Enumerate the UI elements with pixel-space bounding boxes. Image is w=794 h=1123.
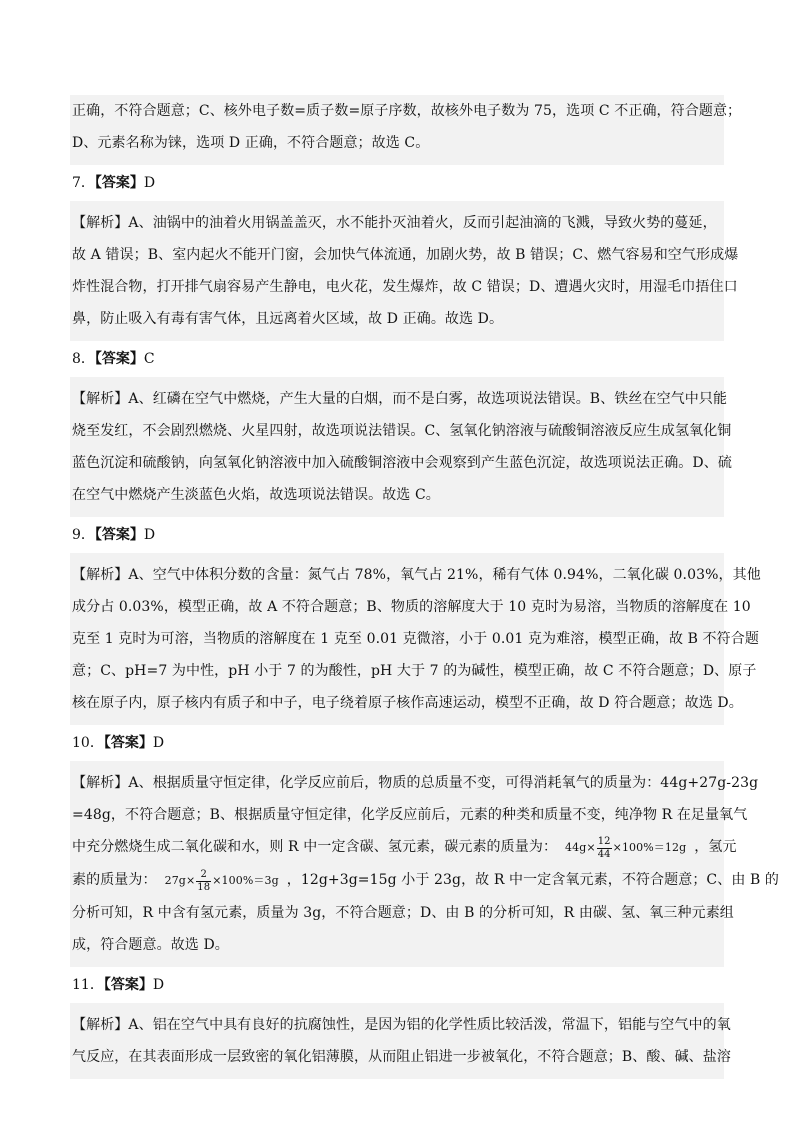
analysis-line: 分析可知，R 中含有氢元素，质量为 3g，不符合题意；D、由 B 的分析可知，R 由碳、氢、氧三种元素组 xyxy=(72,905,734,921)
q7-analysis xyxy=(70,201,739,341)
analysis-line: 克至 1 克时为可溶，当物质的溶解度在 1 克至 0.01 克微溶，小于 0.01 克为难溶，模型正确，故 B 不符合题 xyxy=(72,631,759,647)
analysis-line: 【解析】A、空气中体积分数的含量：氮气占 78%，氧气占 21%，稀有气体 0.94%，二氧化碳 0.03%，其他 xyxy=(72,567,761,583)
answer-value: D xyxy=(152,977,165,993)
answer-tag: 【答案】 xyxy=(94,175,144,191)
analysis-line: 【解析】A、油锅中的油着火用锅盖盖灭，水不能扑灭油着火，反而引起油滴的飞溅，导致火势的蔓延， xyxy=(72,215,717,231)
question-number: 9． xyxy=(72,527,95,543)
fraction xyxy=(196,869,211,894)
q8-answer xyxy=(70,341,724,377)
answer-value: D xyxy=(143,175,156,191)
text-segment: 中充分燃烧生成二氧化碳和水，则 R 中一定含碳、氢元素，碳元素的质量为： xyxy=(72,839,558,855)
fraction xyxy=(597,836,612,861)
q11-answer xyxy=(70,967,724,1003)
answer-tag: 【答案】 xyxy=(103,977,153,993)
fraction-denominator: 18 xyxy=(197,881,211,893)
answer-sheet xyxy=(70,95,780,1079)
answer-value: C xyxy=(143,351,155,367)
analysis-line: 气反应，在其表面形成一层致密的氧化铝薄膜，从而阻止铝进一步被氧化，不符合题意；B、酸、碱、盐溶 xyxy=(72,1049,731,1065)
question-number: 8． xyxy=(72,351,95,367)
analysis-line: 正确，不符合题意；C、核外电子数=质子数=原子序数，故核外电子数为 75，选项 C 不正确，符合题意； xyxy=(72,103,742,119)
question-number: 11． xyxy=(72,977,104,993)
answer-tag: 【答案】 xyxy=(103,735,153,751)
formula-prefix: 44g× xyxy=(565,841,596,854)
analysis-line-with-formula xyxy=(72,864,780,897)
text-segment: ，氢元 xyxy=(694,839,737,855)
q7-answer xyxy=(70,165,724,201)
answer-value: D xyxy=(152,735,165,751)
carbon-mass-formula xyxy=(557,832,694,864)
analysis-line: 在空气中燃烧产生淡蓝色火焰，故选项说法错误。故选 C。 xyxy=(72,487,440,503)
q6-analysis-tail xyxy=(70,95,742,165)
analysis-line: 炸性混合物，打开排气扇容易产生静电，电火花，发生爆炸，故 C 错误；D、遭遇火灾时，用湿毛巾捂住口 xyxy=(72,279,738,295)
analysis-line-with-formula xyxy=(72,831,737,864)
fraction-numerator: 2 xyxy=(196,869,211,882)
analysis-line: 【解析】A、铝在空气中具有良好的抗腐蚀性，是因为铝的化学性质比较活泼，常温下，铝能与空气中的氧 xyxy=(72,1017,731,1033)
analysis-line: 意；C、pH=7 为中性，pH 小于 7 的为酸性，pH 大于 7 的为碱性，模型正确，故 C 不符合题意；D、原子 xyxy=(72,663,757,679)
hydrogen-mass-formula xyxy=(157,865,287,897)
analysis-line: 成，符合题意。故选 D。 xyxy=(72,937,229,953)
analysis-line: 成分占 0.03%，模型正确，故 A 不符合题意；B、物质的溶解度大于 10 克时为易溶，当物质的溶解度在 10 xyxy=(72,599,751,615)
formula-suffix: ×100%＝3g xyxy=(212,874,279,887)
q10-answer xyxy=(70,725,724,761)
analysis-line: 【解析】A、红磷在空气中燃烧，产生大量的白烟，而不是白雾，故选项说法错误。B、铁丝在空气中只能 xyxy=(72,391,728,407)
q11-analysis xyxy=(70,1003,731,1079)
fraction-numerator: 12 xyxy=(597,835,611,847)
analysis-line: =48g，不符合题意；B、根据质量守恒定律，化学反应前后，元素的种类和质量不变，纯净物 R 在足量氧气 xyxy=(72,807,748,823)
fraction-denominator: 44 xyxy=(597,848,611,860)
answer-tag: 【答案】 xyxy=(94,351,144,367)
text-segment: 素的质量为： xyxy=(72,872,157,888)
question-number: 7． xyxy=(72,175,95,191)
analysis-line: 烧至发红，不会剧烈燃烧、火星四射，故选项说法错误。C、氢氧化钠溶液与硫酸铜溶液反应生成氢氧化铜 xyxy=(72,423,732,439)
analysis-line: 故 A 错误；B、室内起火不能开门窗，会加快气体流通，加剧火势，故 B 错误；C、燃气容易和空气形成爆 xyxy=(72,247,739,263)
answer-tag: 【答案】 xyxy=(94,527,144,543)
formula-suffix: ×100%＝12g xyxy=(612,841,687,854)
formula-prefix: 27g× xyxy=(164,874,196,887)
question-number: 10． xyxy=(72,735,104,751)
q9-answer xyxy=(70,517,724,553)
analysis-line: 蓝色沉淀和硫酸钠，向氢氧化钠溶液中加入硫酸铜溶液中会观察到产生蓝色沉淀，故选项说法正确。D、硫 xyxy=(72,455,732,471)
q8-analysis xyxy=(70,377,732,517)
analysis-line: 鼻，防止吸入有毒有害气体，且远离着火区域，故 D 正确。故选 D。 xyxy=(72,311,504,327)
analysis-line: 【解析】A、根据质量守恒定律，化学反应前后，物质的总质量不变，可得消耗氧气的质量为：44g+27g-23g xyxy=(72,775,759,791)
q9-analysis xyxy=(70,553,761,725)
answer-value: D xyxy=(143,527,156,543)
text-segment: ，12g+3g=15g 小于 23g，故 R 中一定含氧元素，不符合题意；C、由 B 的 xyxy=(286,872,780,888)
analysis-line: 核在原子内，原子核内有质子和中子，电子绕着原子核作高速运动，模型不正确，故 D 符合题意；故选 D。 xyxy=(72,695,743,711)
q10-analysis xyxy=(70,761,780,967)
analysis-line: D、元素名称为铼，选项 D 正确，不符合题意；故选 C。 xyxy=(72,135,430,151)
